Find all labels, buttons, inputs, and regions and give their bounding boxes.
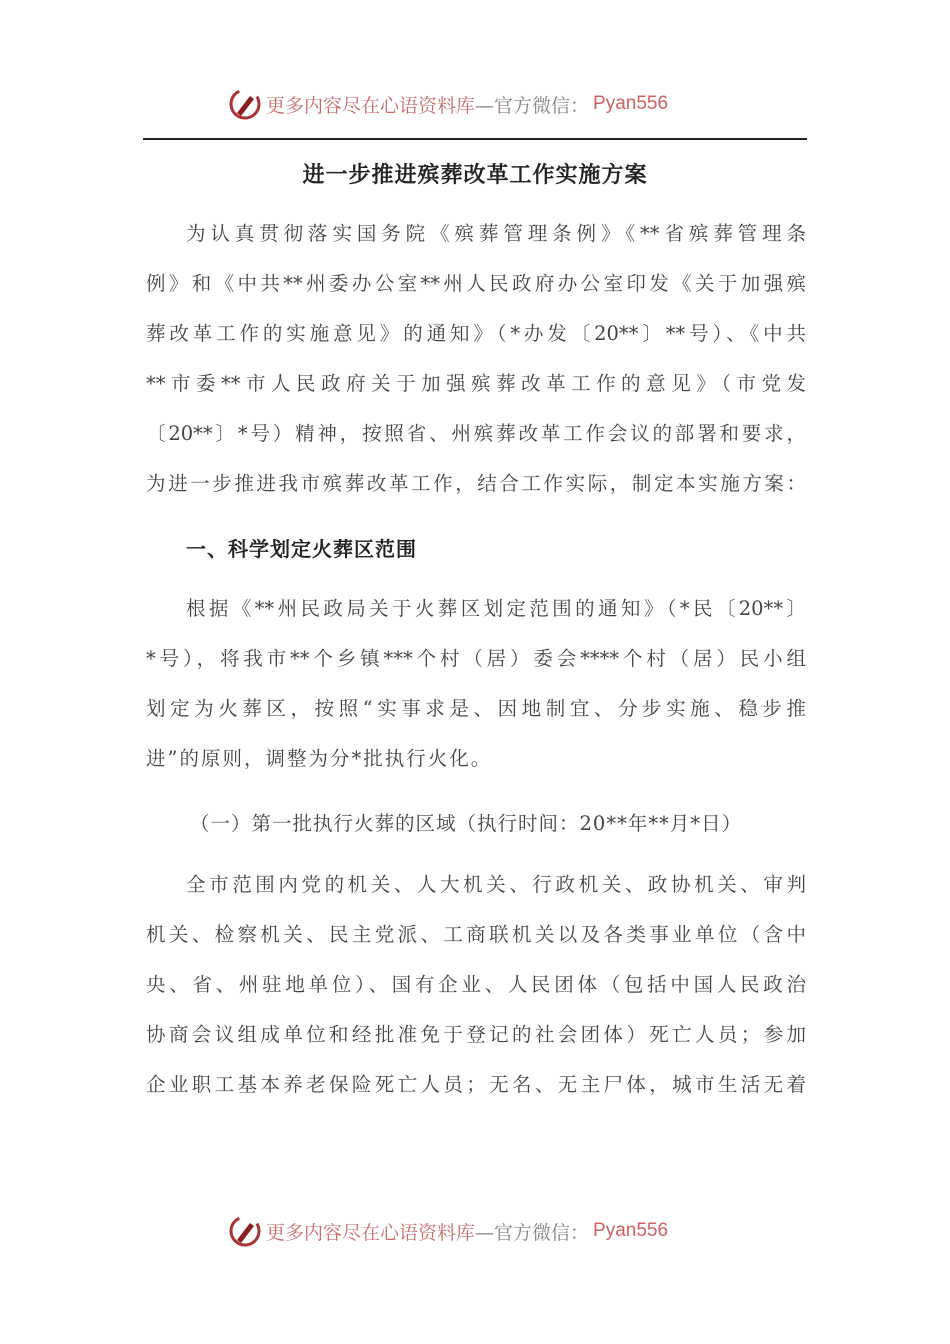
paragraph-line: 例》和《中共**州委办公室**州人民政府办公室印发《关于加强殡	[146, 272, 806, 295]
document-title: 进一步推进殡葬改革工作实施方案	[302, 162, 648, 188]
pen-logo-icon	[228, 1214, 262, 1248]
paragraph-line: 为认真贯彻落实国务院《殡葬管理条例》《**省殡葬管理条	[186, 222, 806, 245]
watermark-text: 更多内容尽在心语资料库	[266, 1221, 476, 1244]
paragraph-line: 全市范围内党的机关、人大机关、行政机关、政协机关、审判	[186, 873, 806, 896]
pen-logo-icon	[228, 87, 262, 121]
paragraph-line: 央、省、州驻地单位）、国有企业、人民团体（包括中国人民政治	[146, 973, 806, 996]
paragraph-line: *号），将我市**个乡镇***个村（居）委会****个村（居）民小组	[146, 647, 806, 670]
paragraph-line: 根据《**州民政局关于火葬区划定范围的通知》（*民〔20**〕	[186, 597, 806, 620]
watermark-separator: —官方微信：	[475, 1221, 590, 1244]
paragraph-line: 为进一步推进我市殡葬改革工作，结合工作实际，制定本实施方案：	[146, 472, 806, 495]
paragraph-line: 〔20**〕*号）精神，按照省、州殡葬改革工作会议的部署和要求，	[146, 422, 806, 445]
paragraph-line: 葬改革工作的实施意见》的通知》（*办发〔20**〕**号）、《中共	[146, 322, 806, 345]
paragraph-line: 机关、检察机关、民主党派、工商联机关以及各类事业单位（含中	[146, 923, 806, 946]
watermark-wechat-id: Pyan556	[593, 93, 669, 114]
paragraph-line: **市委**市人民政府关于加强殡葬改革工作的意见》（市党发	[146, 372, 806, 395]
footer-watermark	[228, 1211, 668, 1251]
subsection-heading: （一）第一批执行火葬的区域（执行时间：20**年**月*日）	[190, 812, 743, 835]
paragraph-line: 划定为火葬区，按照“实事求是、因地制宜、分步实施、稳步推	[146, 697, 806, 720]
watermark-separator: —官方微信：	[475, 94, 590, 117]
watermark-wechat-id: Pyan556	[593, 1220, 669, 1241]
header-watermark	[228, 84, 668, 124]
paragraph-line: 进”的原则，调整为分*批执行火化。	[146, 747, 493, 770]
header-rule	[143, 138, 807, 140]
paragraph-line: 企业职工基本养老保险死亡人员；无名、无主尸体，城市生活无着	[146, 1073, 806, 1096]
watermark-text: 更多内容尽在心语资料库	[266, 94, 476, 117]
paragraph-line: 协商会议组成单位和经批准免于登记的社会团体）死亡人员；参加	[146, 1023, 806, 1046]
section-heading: 一、科学划定火葬区范围	[186, 537, 417, 561]
